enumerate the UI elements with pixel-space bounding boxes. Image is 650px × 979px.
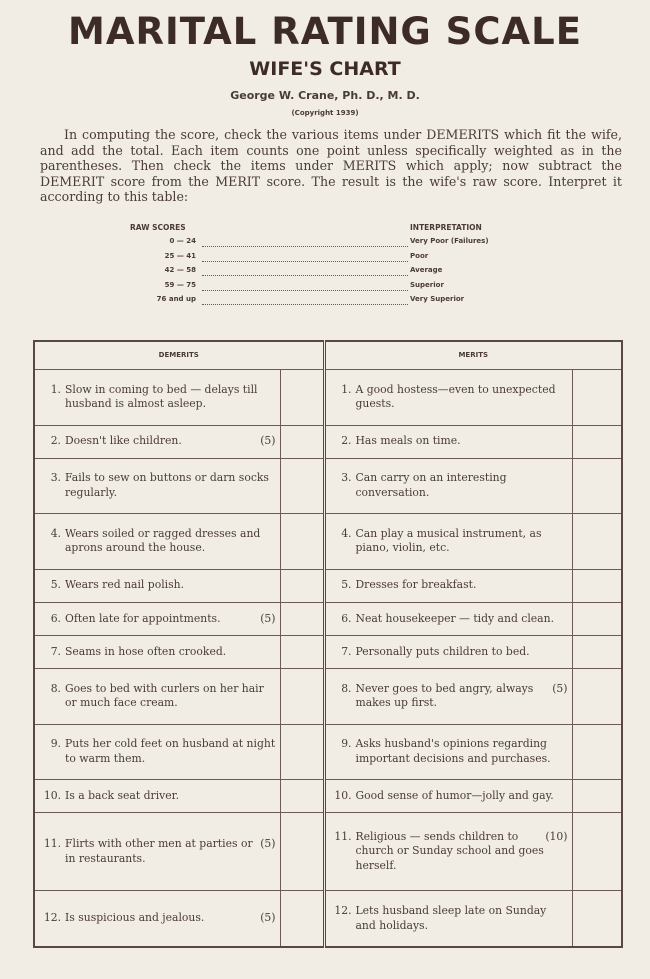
chart-row (34, 669, 622, 725)
chart-row (34, 780, 622, 813)
merit-checkbox[interactable] (572, 635, 622, 668)
score-interpretation: Very Superior (410, 295, 465, 303)
demerit-number: 3. (50, 471, 61, 485)
merit-checkbox[interactable] (572, 425, 622, 458)
demerit-checkbox[interactable] (280, 425, 324, 458)
copyright-line: (Copyright 1939) (291, 109, 359, 117)
score-interpretation: Poor (410, 251, 429, 260)
merit-number: 1. (341, 382, 352, 396)
interpretation-header: INTERPRETATION (410, 223, 482, 232)
demerit-checkbox[interactable] (280, 458, 324, 514)
demerit-item (34, 891, 280, 947)
merit-text: A good hostess—even to unexpected guests. (355, 382, 556, 411)
demerit-item (34, 425, 280, 458)
merit-text: Personally puts children to bed. (355, 644, 530, 658)
merit-number: 8. (341, 681, 352, 695)
merit-checkbox[interactable] (572, 602, 622, 635)
document-subtitle: WIFE'S CHART (249, 58, 401, 80)
score-range: 25 — 41 (164, 251, 196, 260)
score-interpretation-table (130, 223, 520, 310)
merit-checkbox[interactable] (572, 458, 622, 514)
merit-item (324, 569, 572, 602)
merit-item (324, 458, 572, 514)
merit-checkbox[interactable] (572, 724, 622, 780)
leader-dots (202, 304, 408, 305)
merit-number: 7. (341, 644, 352, 658)
demerit-checkbox[interactable] (280, 602, 324, 635)
demerit-text: Is suspicious and jealous. (65, 911, 205, 925)
chart-row (34, 724, 622, 780)
merits-header: MERITS (324, 341, 622, 370)
demerit-item (34, 813, 280, 891)
merit-number: 5. (341, 578, 352, 592)
merit-item (324, 724, 572, 780)
demerit-item (34, 569, 280, 602)
demerit-checkbox[interactable] (280, 370, 324, 426)
demerit-text: Fails to sew on buttons or darn socks regularly. (65, 471, 269, 499)
demerit-item (34, 724, 280, 780)
chart-row (34, 514, 622, 570)
score-row (130, 266, 520, 281)
demerit-number: 10. (43, 788, 61, 802)
merit-number: 6. (341, 611, 352, 625)
chart-row (34, 370, 622, 426)
chart-row (34, 569, 622, 602)
demerit-number: 11. (43, 837, 61, 851)
demerit-weight: (5) (260, 911, 276, 925)
demerit-text: Wears soiled or ragged dresses and aprons around the house. (65, 526, 261, 555)
merit-checkbox[interactable] (572, 813, 622, 891)
demerit-item (34, 780, 280, 813)
demerit-item (34, 370, 280, 426)
chart-row (34, 891, 622, 947)
merit-number: 3. (341, 471, 352, 485)
demerits-header: DEMERITS (34, 341, 324, 370)
demerit-weight: (5) (260, 837, 276, 851)
score-row (130, 295, 520, 310)
merit-text: Can play a musical instrument, as piano, violin, etc. (355, 526, 542, 555)
score-row (130, 252, 520, 267)
demerit-text: Often late for appointments. (65, 611, 221, 625)
merit-checkbox[interactable] (572, 669, 622, 725)
demerit-checkbox[interactable] (280, 635, 324, 668)
leader-dots (202, 246, 408, 247)
demerit-item (34, 514, 280, 570)
instructions-paragraph: In computing the score, check the various items under DEMERITS which fit the wife, and add the total. Each item counts one point unless specifically weighted as in the parentheses. Then check the items under MERITS which apply; now subtract the DEMERIT score from the MERIT score. The result is the wife's raw score. Interpret it according to this table: (40, 127, 622, 204)
demerit-item (34, 635, 280, 668)
score-interpretation: Very Poor (Failures) (410, 237, 489, 245)
chart-row (34, 458, 622, 514)
score-row (130, 237, 520, 252)
merit-weight: (10) (545, 829, 568, 843)
demerit-text: Doesn't like children. (65, 434, 182, 448)
demerit-number: 9. (50, 737, 61, 751)
merit-item (324, 780, 572, 813)
demerit-checkbox[interactable] (280, 891, 324, 947)
leader-dots (202, 290, 408, 291)
score-range: 59 — 75 (164, 280, 196, 289)
demerit-number: 8. (50, 681, 61, 695)
score-interpretation: Average (410, 266, 443, 274)
merit-text: Neat housekeeper — tidy and clean. (355, 611, 555, 625)
leader-dots (202, 275, 408, 276)
merit-item (324, 635, 572, 668)
raw-scores-header: RAW SCORES (130, 223, 186, 232)
merit-number: 12. (334, 904, 352, 918)
chart-row (34, 813, 622, 891)
merit-text: Asks husband's opinions regarding important decisions and purchases. (355, 737, 551, 765)
demerit-item (34, 669, 280, 725)
demerit-text: Goes to bed with curlers on her hair or much face cream. (65, 681, 264, 710)
demerit-text: Seams in hose often crooked. (65, 644, 227, 658)
demerit-checkbox[interactable] (280, 813, 324, 891)
author-line: George W. Crane, Ph. D., M. D. (230, 89, 420, 102)
demerit-text: Flirts with other men at parties or in restaurants. (65, 837, 253, 865)
merit-checkbox[interactable] (572, 891, 622, 947)
chart-row (34, 425, 622, 458)
demerit-text: Is a back seat driver. (65, 788, 180, 802)
demerit-number: 5. (50, 578, 61, 592)
merit-weight: (5) (552, 681, 568, 695)
merit-number: 10. (334, 788, 352, 802)
merit-item (324, 669, 572, 725)
demerit-number: 7. (50, 644, 61, 658)
merit-text: Dresses for breakfast. (355, 578, 477, 592)
score-interpretation: Superior (410, 280, 444, 289)
merit-item (324, 602, 572, 635)
leader-dots (202, 261, 408, 262)
demerit-number: 12. (43, 911, 61, 925)
merit-number: 9. (341, 737, 352, 751)
score-row (130, 281, 520, 296)
demerit-item (34, 458, 280, 514)
merit-checkbox[interactable] (572, 370, 622, 426)
merit-number: 4. (341, 526, 352, 540)
demerit-number: 4. (50, 526, 61, 540)
demerit-text: Puts her cold feet on husband at night to warm them. (65, 737, 276, 765)
demerit-checkbox[interactable] (280, 569, 324, 602)
merit-item (324, 370, 572, 426)
merit-text: Never goes to bed angry, always makes up first. (355, 681, 534, 710)
merit-item (324, 425, 572, 458)
demerit-number: 6. (50, 611, 61, 625)
demerit-checkbox[interactable] (280, 514, 324, 570)
demerit-item (34, 602, 280, 635)
merit-item (324, 891, 572, 947)
merit-checkbox[interactable] (572, 514, 622, 570)
score-range: 42 — 58 (164, 266, 196, 274)
demerit-text: Wears red nail polish. (65, 578, 185, 592)
document-title: MARITAL RATING SCALE (68, 10, 582, 53)
demerit-text: Slow in coming to bed — delays till husband is almost asleep. (65, 382, 258, 411)
merit-checkbox[interactable] (572, 569, 622, 602)
merit-text: Has meals on time. (355, 434, 461, 448)
merit-text: Good sense of humor—jolly and gay. (355, 788, 554, 802)
merit-text: Can carry on an interesting conversation. (355, 471, 507, 499)
rating-chart (33, 340, 623, 948)
merit-text: Religious — sends children to church or Sunday school and goes herself. (355, 829, 544, 872)
score-range: 76 and up (156, 295, 196, 303)
merit-number: 11. (334, 829, 352, 843)
merit-text: Lets husband sleep late on Sunday and holidays. (355, 904, 547, 932)
merit-checkbox[interactable] (572, 780, 622, 813)
demerit-checkbox[interactable] (280, 780, 324, 813)
demerit-weight: (5) (260, 611, 276, 625)
merit-item (324, 813, 572, 891)
chart-row (34, 635, 622, 668)
chart-row (34, 602, 622, 635)
demerit-weight: (5) (260, 434, 276, 448)
demerit-number: 1. (50, 382, 61, 396)
demerit-number: 2. (50, 434, 61, 448)
merit-number: 2. (341, 434, 352, 448)
demerit-checkbox[interactable] (280, 669, 324, 725)
score-range: 0 — 24 (169, 237, 196, 245)
demerit-checkbox[interactable] (280, 724, 324, 780)
merit-item (324, 514, 572, 570)
